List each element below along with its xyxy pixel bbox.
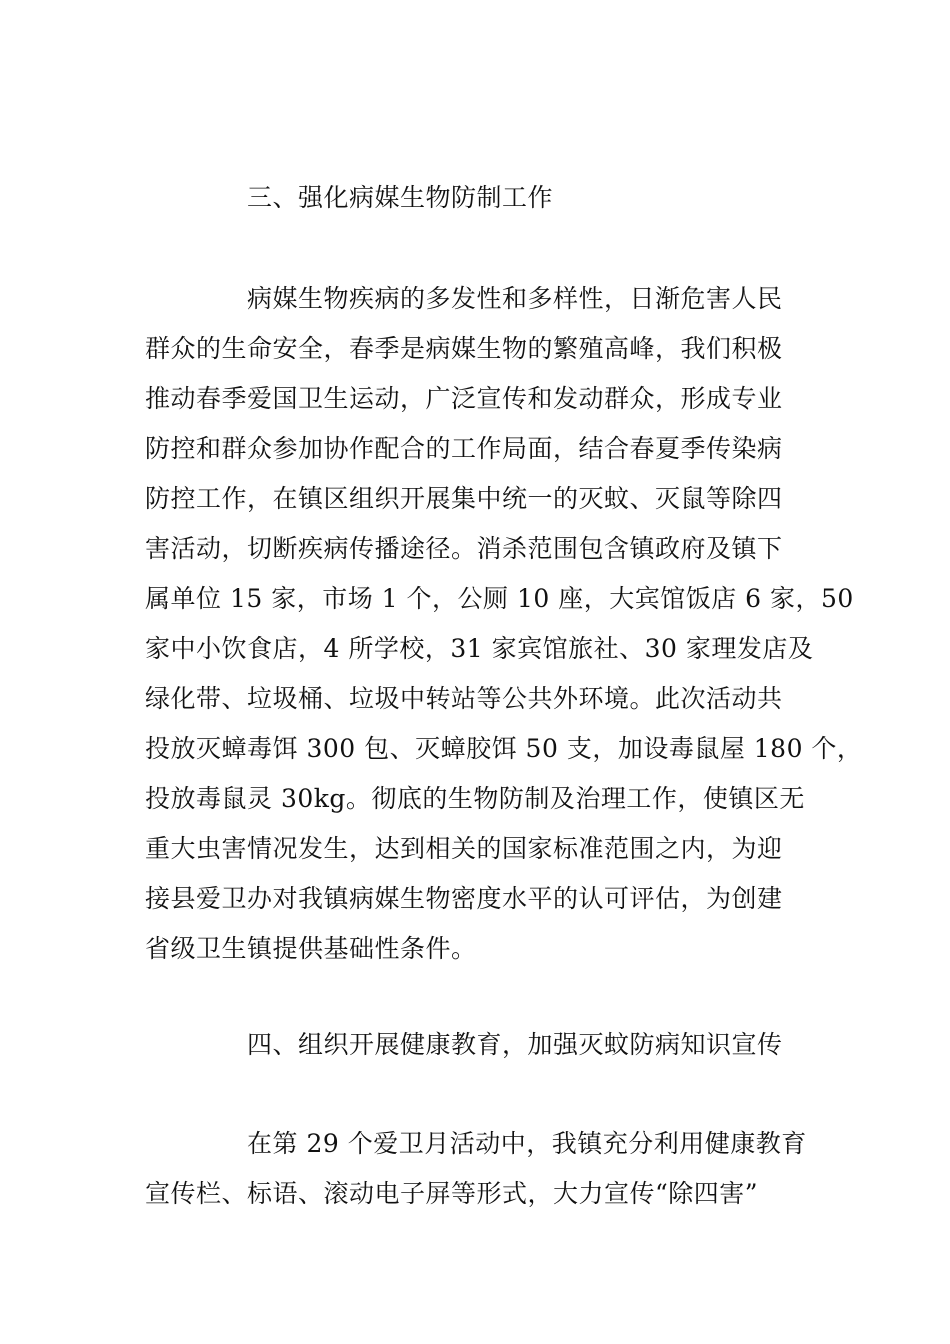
section-3-paragraph	[145, 274, 863, 974]
section-heading-3: 三、强化病媒生物防制工作	[247, 183, 554, 212]
section-heading-4: 四、组织开展健康教育，加强灭蚊防病知识宣传	[247, 1030, 783, 1059]
paragraph-line: 绿化带、垃圾桶、垃圾中转站等公共外环境。此次活动共	[145, 684, 783, 713]
paragraph-line: 家中小饮食店，4 所学校，31 家宾馆旅社、30 家理发店及	[145, 634, 814, 663]
paragraph-line: 病媒生物疾病的多发性和多样性，日渐危害人民	[247, 284, 783, 313]
paragraph-line: 重大虫害情况发生，达到相关的国家标准范围之内，为迎	[145, 834, 783, 863]
paragraph-line: 投放毒鼠灵 30kg。彻底的生物防制及治理工作，使镇区无	[145, 784, 805, 813]
section-4-paragraph	[145, 1119, 810, 1219]
paragraph-line: 投放灭蟑毒饵 300 包、灭蟑胶饵 50 支，加设毒鼠屋 180 个，	[145, 734, 863, 763]
paragraph-line: 防控和群众参加协作配合的工作局面，结合春夏季传染病	[145, 434, 783, 463]
paragraph-line: 在第 29 个爱卫月活动中，我镇充分利用健康教育	[247, 1129, 807, 1158]
paragraph-line: 群众的生命安全，春季是病媒生物的繁殖高峰，我们积极	[145, 334, 783, 363]
paragraph-line: 属单位 15 家，市场 1 个，公厕 10 座，大宾馆饭店 6 家，50	[145, 584, 854, 613]
paragraph-line: 防控工作，在镇区组织开展集中统一的灭蚊、灭鼠等除四	[145, 484, 783, 513]
paragraph-line: 害活动，切断疾病传播途径。消杀范围包含镇政府及镇下	[145, 534, 783, 563]
paragraph-line: 宣传栏、标语、滚动电子屏等形式，大力宣传“除四害”	[145, 1179, 759, 1208]
paragraph-line: 推动春季爱国卫生运动，广泛宣传和发动群众，形成专业	[145, 384, 783, 413]
paragraph-line: 省级卫生镇提供基础性条件。	[145, 934, 477, 963]
paragraph-line: 接县爱卫办对我镇病媒生物密度水平的认可评估，为创建	[145, 884, 783, 913]
